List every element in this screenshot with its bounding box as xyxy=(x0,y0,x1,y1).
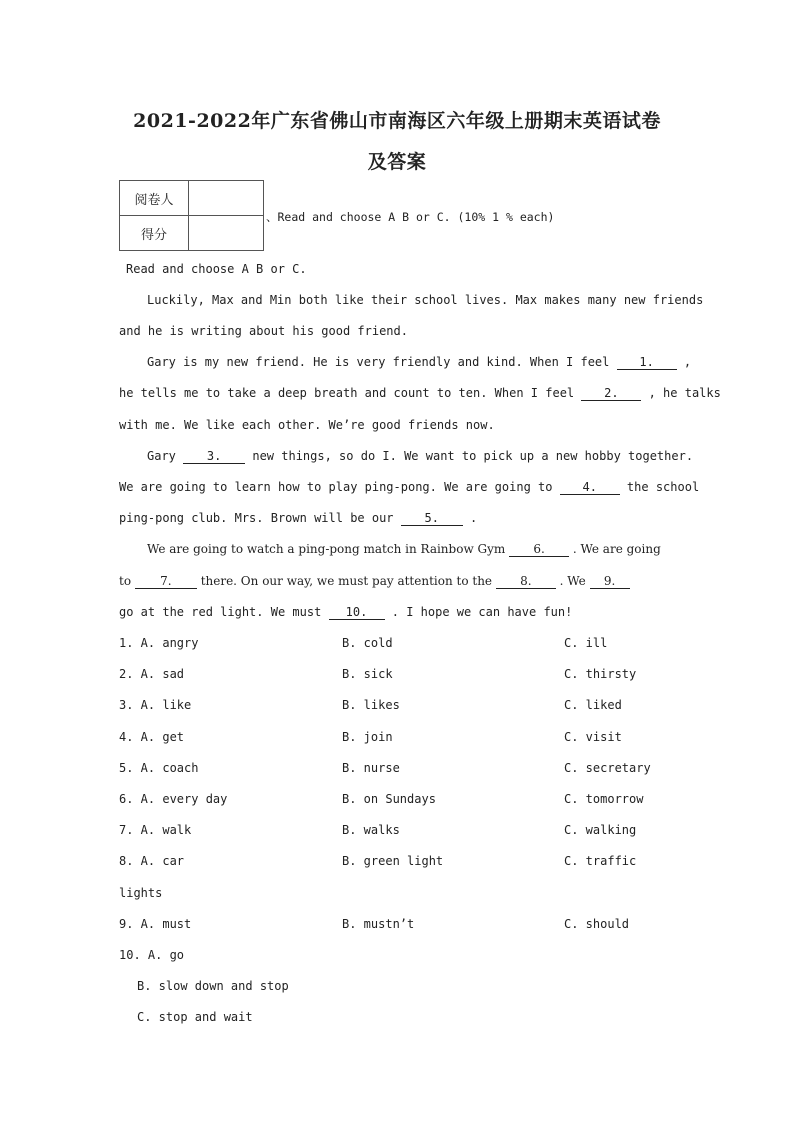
passage-line xyxy=(147,542,707,557)
passage-text: to xyxy=(119,574,135,588)
passage-line xyxy=(119,324,679,338)
question-2-option-b: B. sick xyxy=(342,667,393,681)
blank-10: 10. xyxy=(329,605,385,620)
question-7-option-a: 7. A. walk xyxy=(119,823,192,837)
passage-text: . We xyxy=(555,574,590,588)
question-4-option-b: B. join xyxy=(342,730,393,744)
passage-text: the school xyxy=(619,480,700,494)
passage-text: ping-pong club. Mrs. Brown will be our xyxy=(119,511,401,525)
passage-line xyxy=(119,511,679,526)
passage-text: , xyxy=(676,355,692,369)
question-3-option-b: B. likes xyxy=(342,698,400,712)
passage-text: We are going to watch a ping-pong match in Rainbow Gym xyxy=(147,542,510,556)
passage-text: with me. We like each other. We’re good friends now. xyxy=(119,418,495,432)
passage-text: . We are going xyxy=(569,542,661,556)
passage-line xyxy=(119,574,679,589)
passage-text: Gary is my new friend. He is very friendly and kind. When I feel xyxy=(147,355,617,369)
question-9-option-c: C. should xyxy=(564,917,630,931)
passage-line xyxy=(119,418,679,432)
passage-text: . xyxy=(462,511,478,525)
question-1-option-a: 1. A. angry xyxy=(119,636,199,650)
passage-text: new things, so do I. We want to pick up a new hobby together. xyxy=(245,449,694,463)
reviewer-label: 阅卷人 xyxy=(120,181,189,216)
question-5-option-c: C. secretary xyxy=(564,761,651,775)
passage-line xyxy=(119,386,721,401)
question-6-option-b: B. on Sundays xyxy=(342,792,436,806)
question-7-option-c: C. walking xyxy=(564,823,637,837)
question-1-option-c: C. ill xyxy=(564,636,608,650)
question-8-option-c: C. traffic xyxy=(564,854,637,868)
blank-4: 4. xyxy=(560,480,620,495)
blank-2: 2. xyxy=(581,386,641,401)
question-8-option-c-continued: lights xyxy=(119,886,163,900)
question-10-option-c: C. stop and wait xyxy=(137,1010,253,1024)
blank-1: 1. xyxy=(617,355,677,370)
reviewer-cell xyxy=(189,181,264,216)
question-8-option-b: B. green light xyxy=(342,854,444,868)
passage-line xyxy=(147,449,707,464)
document-title-line-2: 及答案 xyxy=(367,151,427,173)
passage-text: he tells me to take a deep breath and count to ten. When I feel xyxy=(119,386,582,400)
question-3-option-a: 3. A. like xyxy=(119,698,192,712)
blank-7: 7. xyxy=(135,574,197,589)
blank-8: 8. xyxy=(496,574,556,589)
passage-line xyxy=(119,480,700,495)
passage-text: , he talks xyxy=(641,386,721,400)
question-10-option-b: B. slow down and stop xyxy=(137,979,289,993)
passage-text: go at the red light. We must xyxy=(119,605,329,619)
blank-6: 6. xyxy=(509,542,569,557)
blank-9: 9. xyxy=(590,574,630,589)
question-4-option-c: C. visit xyxy=(564,730,622,744)
question-5-option-a: 5. A. coach xyxy=(119,761,199,775)
passage-text: We are going to learn how to play ping-pong. We are going to xyxy=(119,480,560,494)
passage-text: and he is writing about his good friend. xyxy=(119,324,408,338)
question-8-option-a: 8. A. car xyxy=(119,854,185,868)
blank-5: 5. xyxy=(401,511,463,526)
passage-text: there. On our way, we must pay attention to the xyxy=(196,574,496,588)
question-4-option-a: 4. A. get xyxy=(119,730,185,744)
question-2-option-c: C. thirsty xyxy=(564,667,637,681)
passage-text: Luckily, Max and Min both like their school lives. Max makes many new friends xyxy=(147,293,704,307)
question-5-option-b: B. nurse xyxy=(342,761,400,775)
document-title-line-1: 2021-2022年广东省佛山市南海区六年级上册期末英语试卷 xyxy=(133,110,661,132)
passage-line xyxy=(147,293,707,307)
score-cell xyxy=(189,216,264,251)
section-heading: 、Read and choose A B or C. (10% 1 % each) xyxy=(266,210,555,224)
question-6-option-a: 6. A. every day xyxy=(119,792,228,806)
instruction: Read and choose A B or C. xyxy=(126,262,307,276)
passage-line xyxy=(147,355,707,370)
passage-text: . I hope we can have fun! xyxy=(384,605,573,619)
question-1-option-b: B. cold xyxy=(342,636,393,650)
question-9-option-a: 9. A. must xyxy=(119,917,192,931)
question-2-option-a: 2. A. sad xyxy=(119,667,185,681)
score-table xyxy=(119,180,264,251)
question-7-option-b: B. walks xyxy=(342,823,400,837)
question-10-option-a: 10. A. go xyxy=(119,948,185,962)
passage-text: Gary xyxy=(147,449,184,463)
passage-line xyxy=(119,605,679,620)
question-3-option-c: C. liked xyxy=(564,698,622,712)
score-label: 得分 xyxy=(120,216,189,251)
blank-3: 3. xyxy=(183,449,245,464)
question-9-option-b: B. mustn’t xyxy=(342,917,415,931)
question-6-option-c: C. tomorrow xyxy=(564,792,644,806)
